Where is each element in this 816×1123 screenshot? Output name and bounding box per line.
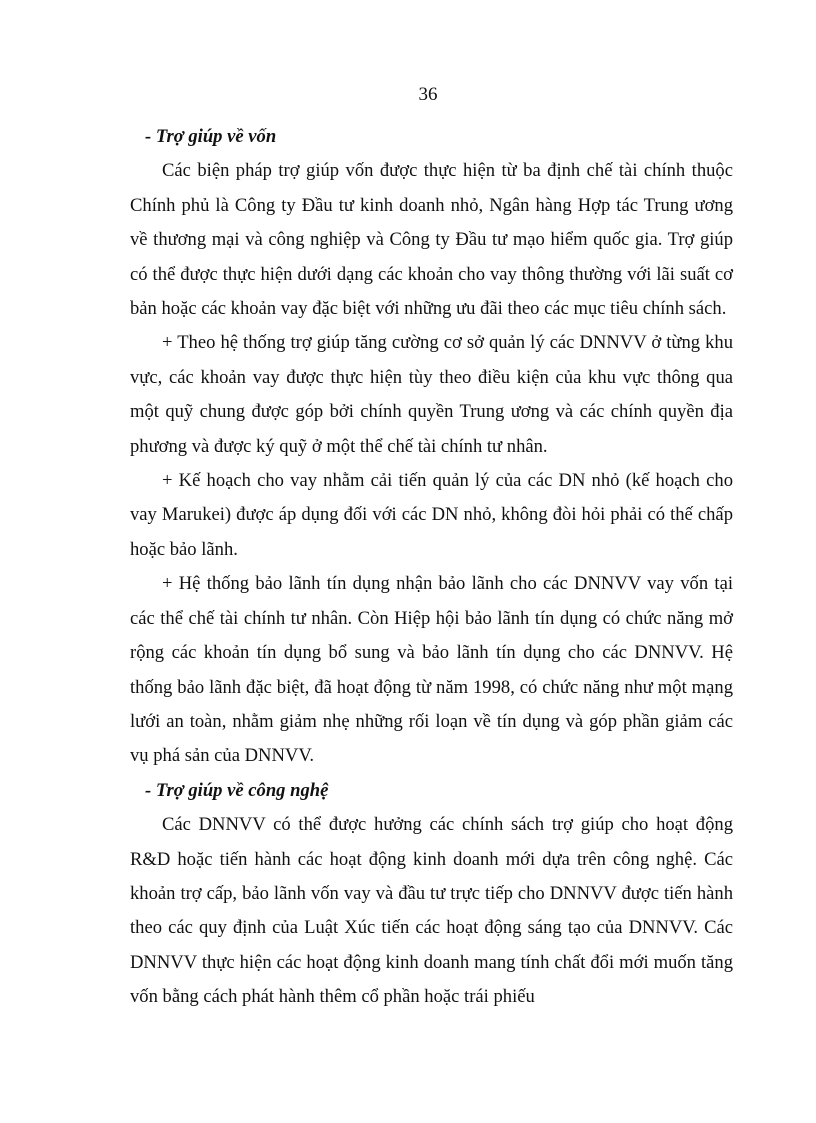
paragraph-regional-support-system: + Theo hệ thống trợ giúp tăng cường cơ sở quản lý các DNNVV ở từng khu vực, các khoản vay được thực hiện tùy theo điều kiện của khu vực thông qua một quỹ chung được góp bởi chính quyền Trung ương và các chính quyền địa phương và được ký quỹ ở một thể chế tài chính tư nhân. bbox=[130, 332, 733, 457]
section-heading-technology-support: - Trợ giúp về công nghệ bbox=[145, 779, 329, 801]
page-number: 36 bbox=[418, 84, 438, 105]
section-heading-capital-support: - Trợ giúp về vốn bbox=[145, 126, 277, 147]
paragraph-credit-guarantee-system: + Hệ thống bảo lãnh tín dụng nhận bảo lãnh cho các DNNVV vay vốn tại các thể chế tài chính tư nhân. Còn Hiệp hội bảo lãnh tín dụng có chức năng mở rộng các khoản tín dụng bổ sung và bảo lãnh tín dụng cho các DNNVV. Hệ thống bảo lãnh đặc biệt, đã hoạt động từ năm 1998, có chức năng như một mạng lưới an toàn, nhằm giảm nhẹ những rối loạn về tín dụng và góp phần giảm các vụ phá sản của DNNVV. bbox=[130, 573, 733, 767]
page-body bbox=[130, 120, 733, 1015]
paragraph-capital-institutions: Các biện pháp trợ giúp vốn được thực hiện từ ba định chế tài chính thuộc Chính phủ là Công ty Đầu tư kinh doanh nhỏ, Ngân hàng Hợp tác Trung ương về thương mại và công nghiệp và Công ty Đầu tư mạo hiểm quốc gia. Trợ giúp có thể được thực hiện dưới dạng các khoản cho vay thông thường với lãi suất cơ bản hoặc các khoản vay đặc biệt với những ưu đãi theo các mục tiêu chính sách. bbox=[130, 160, 733, 320]
paragraph-marukei-loan-plan: + Kế hoạch cho vay nhằm cải tiến quản lý của các DN nhỏ (kế hoạch cho vay Marukei) được áp dụng đối với các DN nhỏ, không đòi hỏi phải có thế chấp hoặc bảo lãnh. bbox=[130, 470, 733, 560]
paragraph-technology-support: Các DNNVV có thể được hưởng các chính sách trợ giúp cho hoạt động R&D hoặc tiến hành các hoạt động kinh doanh mới dựa trên công nghệ. Các khoản trợ cấp, bảo lãnh vốn vay và đầu tư trực tiếp cho DNNVV được tiến hành theo các quy định của Luật Xúc tiến các hoạt động sáng tạo của DNNVV. Các DNNVV thực hiện các hoạt động kinh doanh mang tính chất đổi mới muốn tăng vốn bằng cách phát hành thêm cổ phần hoặc trái phiếu bbox=[130, 814, 733, 1008]
